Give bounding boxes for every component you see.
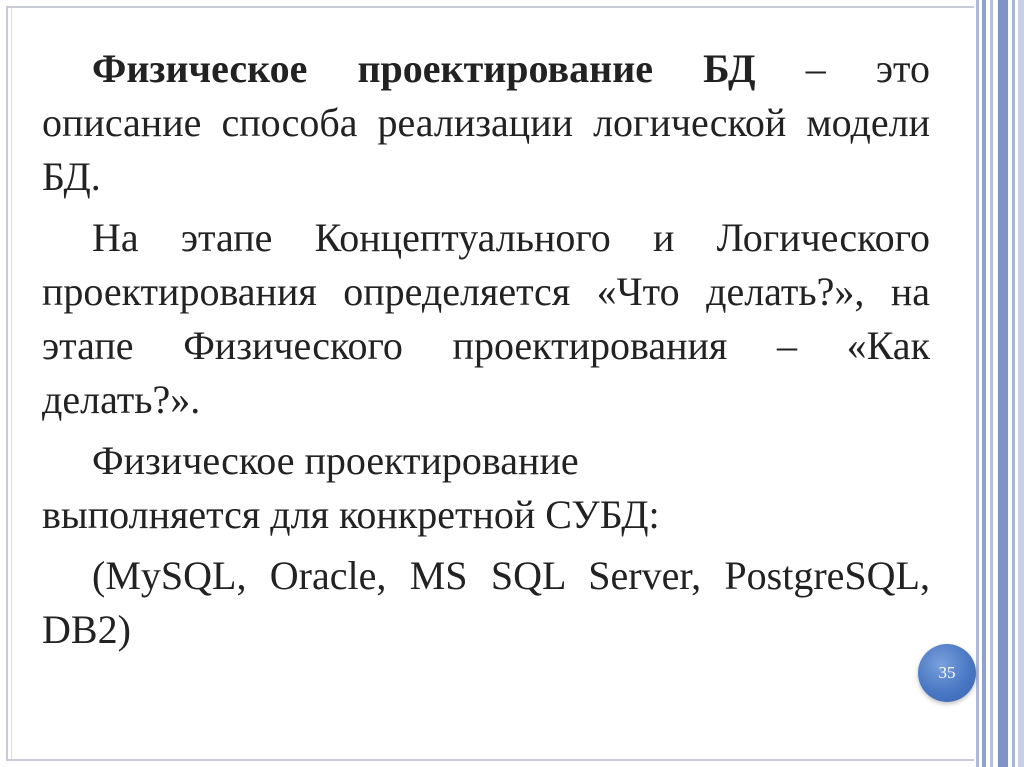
dbms-paragraph-line1: Физическое проектирование bbox=[92, 438, 579, 483]
page-number-badge: 35 bbox=[918, 644, 976, 702]
stages-paragraph: На этапе Концептуального и Логического проектирования определяется «Что делать?», на этапе Физического проектирования – «Как делать?». bbox=[42, 215, 930, 422]
frame-top-border bbox=[6, 6, 974, 8]
side-bar bbox=[982, 0, 986, 767]
dbms-list-paragraph: (MySQL, Oracle, MS SQL Server, PostgreSQL, DB2) bbox=[42, 553, 930, 652]
dbms-paragraph bbox=[42, 434, 930, 542]
side-bar bbox=[998, 0, 1008, 767]
frame-left-border bbox=[6, 6, 8, 761]
side-bar bbox=[1012, 0, 1015, 767]
decorative-side-bars bbox=[976, 0, 1024, 767]
side-bar bbox=[1018, 0, 1024, 767]
frame-left-inner-border bbox=[11, 6, 12, 761]
definition-term: Физическое проектирование БД bbox=[92, 46, 756, 91]
definition-text: – это описание способа реализации логической модели БД. bbox=[42, 46, 930, 199]
side-bar bbox=[976, 0, 979, 767]
side-bar bbox=[990, 0, 993, 767]
dbms-paragraph-line2: выполняется для конкретной СУБД: bbox=[42, 492, 660, 537]
frame-bottom-border bbox=[6, 759, 974, 761]
definition-paragraph bbox=[42, 42, 930, 204]
slide-content bbox=[42, 42, 930, 664]
